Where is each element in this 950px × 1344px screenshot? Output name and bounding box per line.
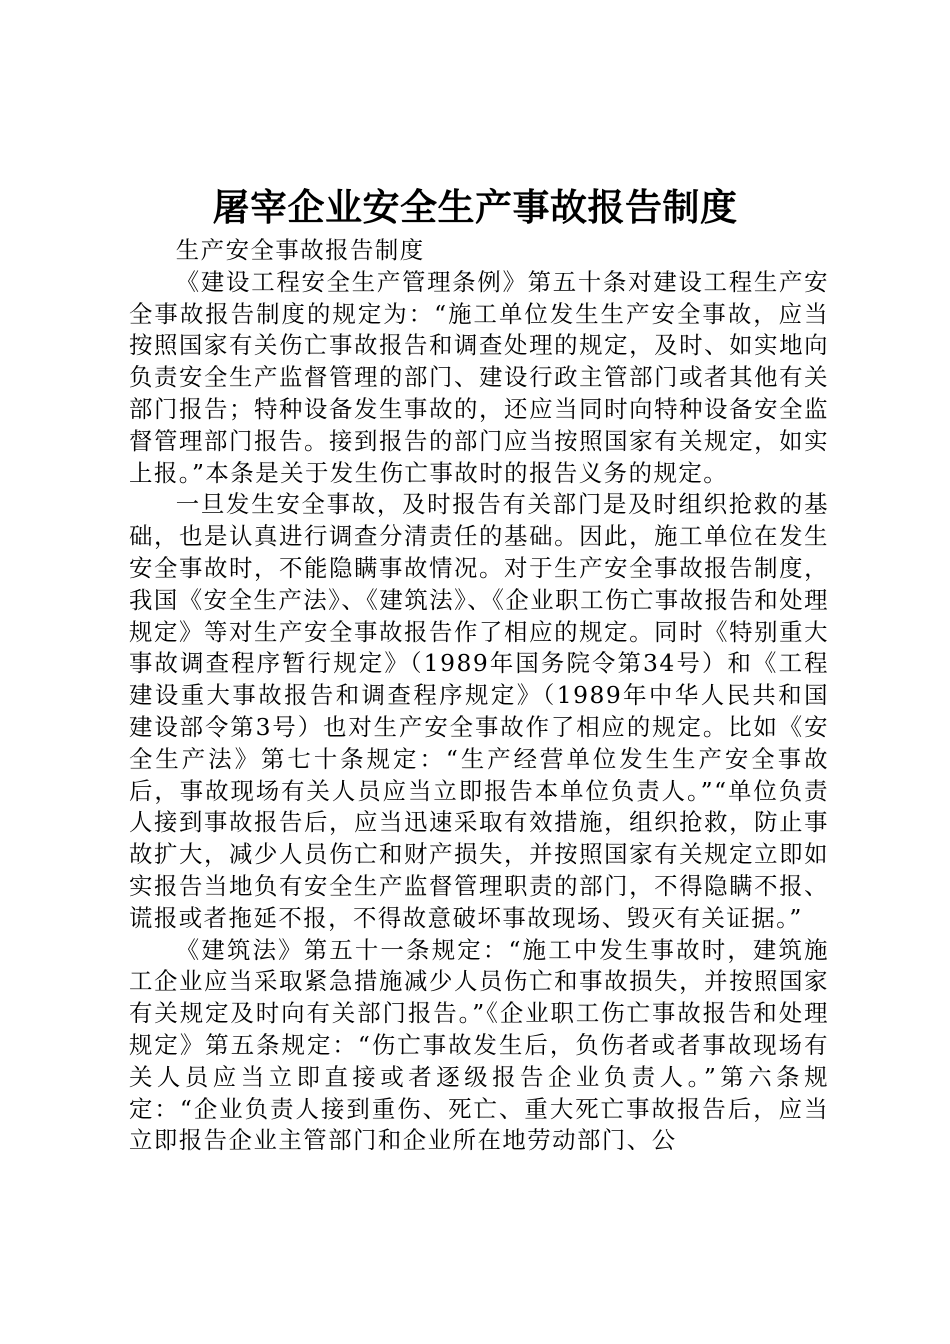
paragraph-1: 《建设工程安全生产管理条例》第五十条对建设工程生产安全事故报告制度的规定为：“施工单位发生生产安全事故，应当按照国家有关伤亡事故报告和调查处理的规定，及时、如实地向负责安全生产监督管理的部门、建设行政主管部门或者其他有关部门报告；特种设备发生事故的，还应当同时向特种设备安全监督管理部门报告。接到报告的部门应当按照国家有关规定，如实上报。”本条是关于发生伤亡事故时的报告义务的规定。: [129, 267, 829, 487]
paragraph-2: 一旦发生安全事故，及时报告有关部门是及时组织抢救的基础，也是认真进行调查分清责任的基础。因此，施工单位在发生安全事故时，不能隐瞒事故情况。对于生产安全事故报告制度，我国《安全生产法》、《建筑法》、《企业职工伤亡事故报告和处理规定》等对生产安全事故报告作了相应的规定。同时《特别重大事故调查程序暂行规定》（1989年国务院令第34号）和《工程建设重大事故报告和调查程序规定》（1989年中华人民共和国建设部令第3号）也对生产安全事故作了相应的规定。比如《安全生产法》第七十条规定：“生产经营单位发生生产安全事故后，事故现场有关人员应当立即报告本单位负责人。”“单位负责人接到事故报告后，应当迅速采取有效措施，组织抢救，防止事故扩大，减少人员伤亡和财产损失，并按照国家有关规定立即如实报告当地负有安全生产监督管理职责的部门，不得隐瞒不报、谎报或者拖延不报，不得故意破坏事故现场、毁灭有关证据。”: [129, 490, 829, 932]
document-subtitle: 生产安全事故报告制度: [175, 236, 425, 264]
document-body: [129, 235, 829, 1157]
document-title: 屠宰企业安全生产事故报告制度: [212, 186, 738, 229]
paragraph-3: 《建筑法》第五十一条规定：“施工中发生事故时，建筑施工企业应当采取紧急措施减少人员伤亡和事故损失，并按照国家有关规定及时向有关部门报告。”《企业职工伤亡事故报告和处理规定》第五条规定：“伤亡事故发生后，负伤者或者事故现场有关人员应当立即直接或者逐级报告企业负责人。”第六条规定：“企业负责人接到重伤、死亡、重大死亡事故报告后，应当立即报告企业主管部门和企业所在地劳动部门、公: [129, 935, 829, 1155]
